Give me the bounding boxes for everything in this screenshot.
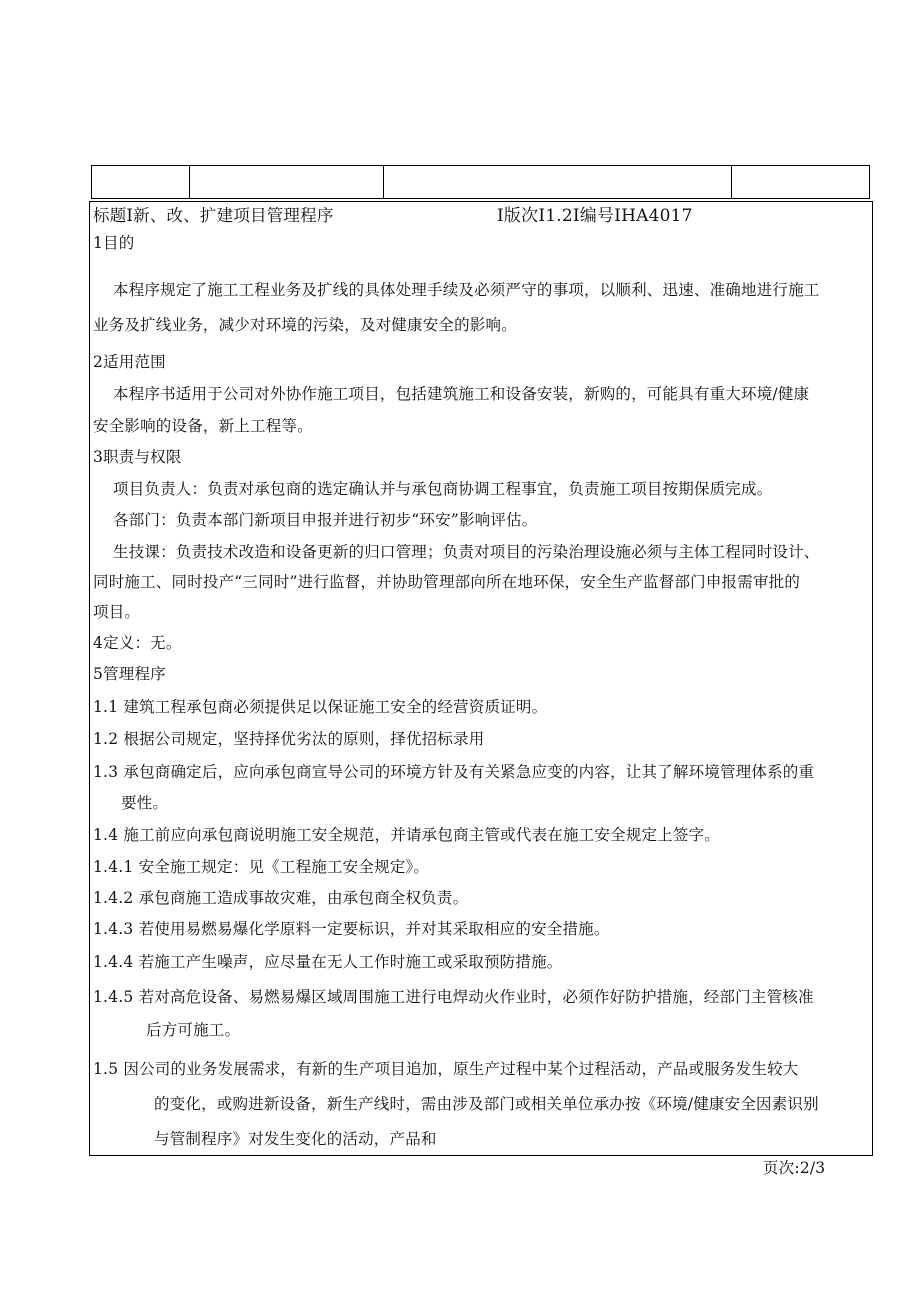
list-item: 1.4.3 若使用易燃易爆化学原料一定要标识，并对其采取相应的安全措施。: [93, 920, 610, 938]
list-item: 1.1 建筑工程承包商必须提供足以保证施工安全的经营资质证明。: [93, 698, 548, 716]
paragraph-line: 生技课：负责技术改造和设备更新的归口管理；负责对项目的污染治理设施必须与主体工程同时设计、: [113, 543, 820, 561]
list-item: 1.4.4 若施工产生噪声，应尽量在无人工作时施工或采取预防措施。: [93, 953, 563, 971]
section-heading: 2适用范围: [93, 353, 166, 371]
list-item: 1.4.5 若对高危设备、易燃易爆区域周围施工进行电焊动火作业时，必须作好防护措施，经部门主管核准: [93, 988, 814, 1006]
list-item: 1.4.2 承包商施工造成事故灾难，由承包商全权负责。: [93, 889, 469, 907]
paragraph-line: 本程序书适用于公司对外协作施工项目，包括建筑施工和设备安装，新购的，可能具有重大环境/健康: [113, 385, 810, 403]
list-item: 1.4 施工前应向承包商说明施工安全规范，并请承包商主管或代表在施工安全规定上签字。: [93, 826, 720, 844]
list-item: 与管制程序》对发生变化的活动，产品和: [154, 1130, 437, 1148]
version-number: I版次I1.2I编号IHA4017: [497, 206, 693, 226]
section-heading: 3职责与权限: [93, 448, 182, 466]
header-cell: [92, 166, 190, 198]
paragraph-line: 业务及扩线业务，减少对环境的污染，及对健康安全的影响。: [93, 316, 517, 334]
paragraph-line: 项目。: [93, 603, 141, 621]
document-title: 标题I新、改、扩建项目管理程序: [93, 206, 334, 225]
page-number: 页次:2/3: [763, 1159, 826, 1177]
list-item: 要性。: [121, 794, 169, 812]
header-table: [91, 165, 870, 199]
list-item: 的变化，或购进新设备，新生产线时，需由涉及部门或相关单位承办按《环境/健康安全因素识别: [154, 1095, 819, 1113]
header-cell: [190, 166, 385, 198]
header-cell: [384, 166, 732, 198]
header-cell: [732, 166, 869, 198]
list-item: 1.4.1 安全施工规定：见《工程施工安全规定》。: [93, 858, 430, 876]
list-item: 1.5 因公司的业务发展需求，有新的生产项目追加，原生产过程中某个过程活动，产品或服务发生较大: [93, 1060, 799, 1078]
paragraph-line: 本程序规定了施工工程业务及扩线的具体处理手续及必须严守的事项，以顺利、迅速、准确地进行施工: [113, 281, 820, 299]
paragraph-line: 各部门：负责本部门新项目申报并进行初步“环安”影响评估。: [113, 511, 538, 529]
paragraph-line: 同时施工、同时投产“三同时”进行监督，并协助管理部向所在地环保，安全生产监督部门申报需审批的: [93, 573, 801, 591]
section-heading: 4定义：无。: [93, 634, 182, 652]
list-item: 后方可施工。: [146, 1021, 241, 1039]
paragraph-line: 安全影响的设备，新上工程等。: [93, 417, 313, 435]
list-item: 1.2 根据公司规定，坚持择优劣汰的原则，择优招标录用: [93, 730, 485, 748]
section-heading: 5管理程序: [93, 665, 166, 683]
section-heading: 1目的: [93, 234, 135, 252]
list-item: 1.3 承包商确定后，应向承包商宣导公司的环境方针及有关紧急应变的内容，让其了解环境管理体系的重: [93, 763, 815, 781]
paragraph-line: 项目负责人：负责对承包商的选定确认并与承包商协调工程事宜，负责施工项目按期保质完成。: [113, 480, 773, 498]
content-frame: [89, 201, 873, 1156]
